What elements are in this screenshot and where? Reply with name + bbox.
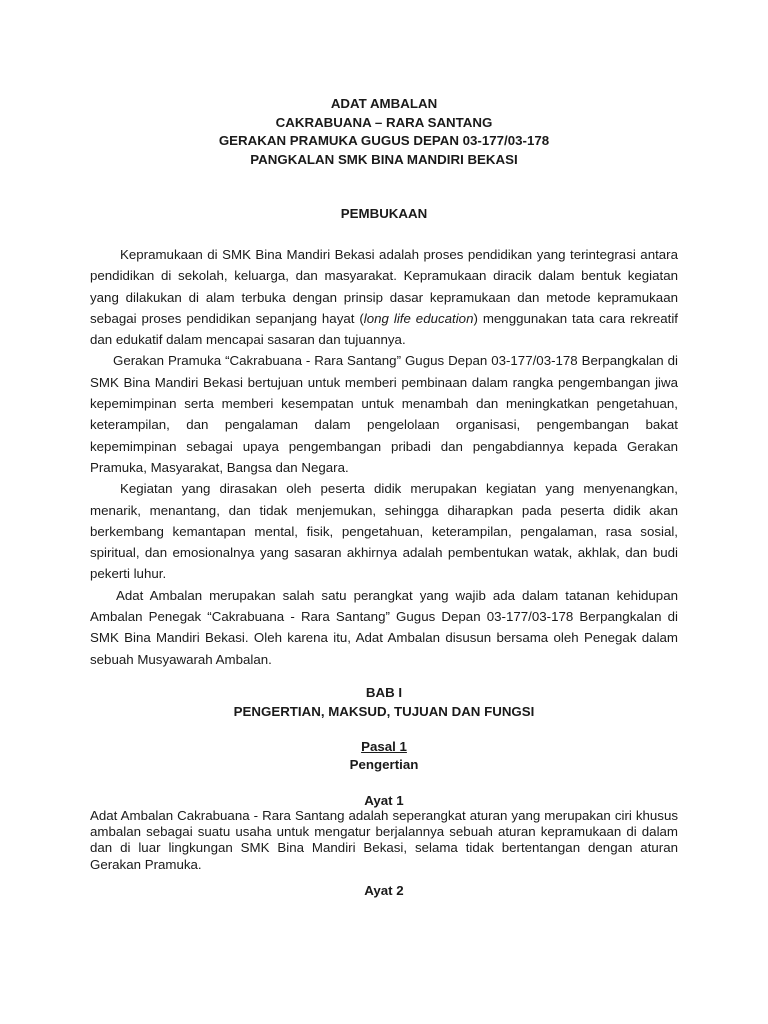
p1-text-end: ) menggunakan tata cara rekreatif dan edukatif dalam mencapai sasaran dan tujuannya. (90, 310, 678, 348)
bab-title: PENGERTIAN, MAKSUD, TUJUAN DAN FUNGSI (233, 704, 535, 719)
pembukaan-paragraph-1 (90, 244, 678, 350)
p1-text-start: Kepramukaan di SMK Bina Mandiri Bekasi adalah proses pendidikan yang terintegrasi antara pendidikan di sekolah, keluarga, dan masyarakat. Kepramukaan diracik dalam bentuk kegiatan yang dilakukan di alam terbuka dengan prinsip dasar kepramukaan dan metode kepramukaan sebagai proses pendidikan sepanjang hayat ( (90, 247, 678, 326)
document-title (0, 95, 768, 169)
ayat-1-label: Ayat 1 (364, 793, 404, 808)
title-line-2: CAKRABUANA – RARA SANTANG (275, 114, 493, 130)
pasal-label-text: Pasal 1 (361, 739, 407, 754)
bab-number: BAB I (365, 685, 403, 700)
title-line-4: PANGKALAN SMK BINA MANDIRI BEKASI (250, 151, 518, 167)
pembukaan-heading: PEMBUKAAN (340, 206, 428, 221)
pembukaan-body (90, 244, 678, 670)
pembukaan-paragraph-2: Gerakan Pramuka “Cakrabuana - Rara Santang” Gugus Depan 03-177/03-178 Berpangkalan di SMK Bina Mandiri Bekasi bertujuan untuk memberi pembinaan dalam rangka pengembangan jiwa kepemimpinan serta memberi kesempatan untuk menambah dan meningkatkan pengetahuan, keterampilan, dan pengalaman dalam pengelolaan organisasi, pengembangan bakat kepemimpinan sebagai upaya pengembangan pribadi dan pengabdiannya kepada Gerakan Pramuka, Masyarakat, Bangsa dan Negara. (90, 353, 678, 475)
pasal-label (0, 738, 768, 756)
ayat-1-text: Adat Ambalan Cakrabuana - Rara Santang adalah seperangkat aturan yang merupakan ciri khusus ambalan sebagai suatu usaha untuk mengatur berjalannya sebuah aturan kepramukaan di dalam dan di luar lingkungan SMK Bina Mandiri Bekasi, selama tidak bertentangan dengan aturan Gerakan Pramuka. (90, 808, 678, 872)
p1-italic-term: long life education (363, 310, 474, 326)
pasal-title: Pengertian (349, 757, 419, 772)
pembukaan-paragraph-3: Kegiatan yang dirasakan oleh peserta didik merupakan kegiatan yang menyenangkan, menarik, menantang, dan tidak menjemukan, sehingga diharapkan pada peserta didik akan berkembang kemantapan mental, fisik, pengetahuan, keterampilan, pengalaman, rasa sosial, spiritual, dan emosionalnya yang sasaran akhirnya adalah pembentukan watak, akhlak, dan budi pekerti luhur. (90, 481, 678, 582)
title-line-1: ADAT AMBALAN (330, 96, 438, 111)
title-line-3: GERAKAN PRAMUKA GUGUS DEPAN 03-177/03-178 (218, 133, 550, 148)
pembukaan-paragraph-4: Adat Ambalan merupakan salah satu perangkat yang wajib ada dalam tatanan kehidupan Ambalan Penegak “Cakrabuana - Rara Santang” Gugus Depan 03-177/03-178 Berpangkalan di SMK Bina Mandiri Bekasi. Oleh karena itu, Adat Ambalan disusun bersama oleh Penegak dalam sebuah Musyawarah Ambalan. (90, 587, 678, 667)
ayat-2-label: Ayat 2 (364, 883, 404, 898)
